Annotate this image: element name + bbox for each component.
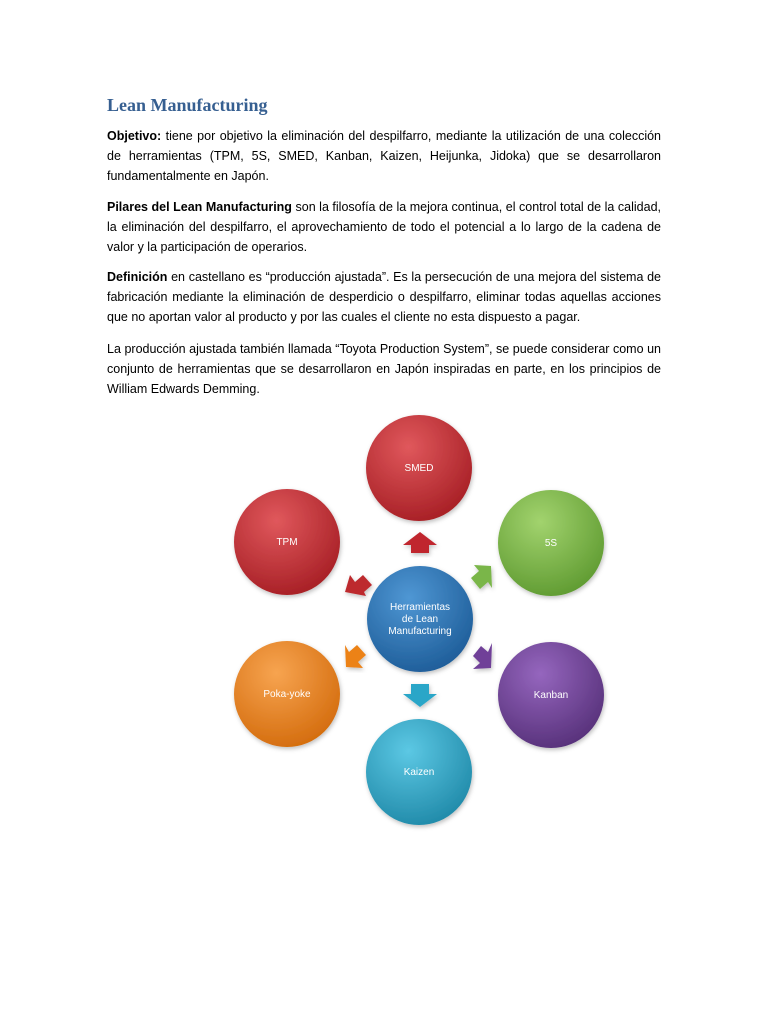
paragraph-lead: Objetivo: [107, 129, 162, 143]
paragraph-text: tiene por objetivo la eliminación del despilfarro, mediante la utilización de una colección de herramientas (TPM, 5S, SMED, Kanban, Kaizen, Heijunka, Jidoka) que se desarrollaron fundamentalmente en Japón. [107, 129, 661, 183]
center-label-line-3: Manufacturing [388, 626, 452, 637]
node-kaizen-label: Kaizen [403, 767, 435, 778]
arrow-to-kaizen [403, 684, 437, 707]
arrow-to-smed [403, 532, 437, 553]
paragraph-text: son la filosofía de la mejora continua, el control total de la calidad, la eliminación del despilfarro, el aprovechamiento de todo el potencial a lo largo de la cadena de valor y la participación de operarios. [107, 200, 662, 254]
paragraph-text: en castellano es “producción ajustada”. Es la persecución de una mejora del sistema de fabricación mediante la eliminación de desperdicio o despilfarro, eliminar todas aquellas acciones que no aportan valor al producto y por las cuales el cliente no esta dispuesto a pagar. [107, 270, 661, 324]
node-pokayoke-label: Poka-yoke [263, 689, 311, 700]
node-5s-label: 5S [544, 538, 558, 549]
page-title: Lean Manufacturing [107, 95, 268, 115]
center-label-line-1: Herramientas [389, 602, 451, 613]
paragraph-lead: Pilares del Lean Manufacturing [107, 200, 292, 214]
node-kanban-label: Kanban [533, 690, 569, 701]
node-smed-label: SMED [404, 463, 434, 474]
arrow-to-pokayoke [345, 645, 366, 668]
arrow-to-kanban [473, 643, 492, 669]
paragraph-text: La producción ajustada también llamada “Toyota Production System”, se puede considerar como un conjunto de herramientas que se desarrollaron en Japón inspiradas en parte, en los principios de William Edwards Demming. [107, 342, 661, 396]
arrow-to-5s [471, 565, 492, 589]
node-tpm-label: TPM [276, 537, 298, 548]
paragraph-lead: Definición [107, 270, 168, 284]
center-label-line-2: de Lean [401, 614, 439, 625]
arrow-to-tpm [345, 575, 372, 596]
